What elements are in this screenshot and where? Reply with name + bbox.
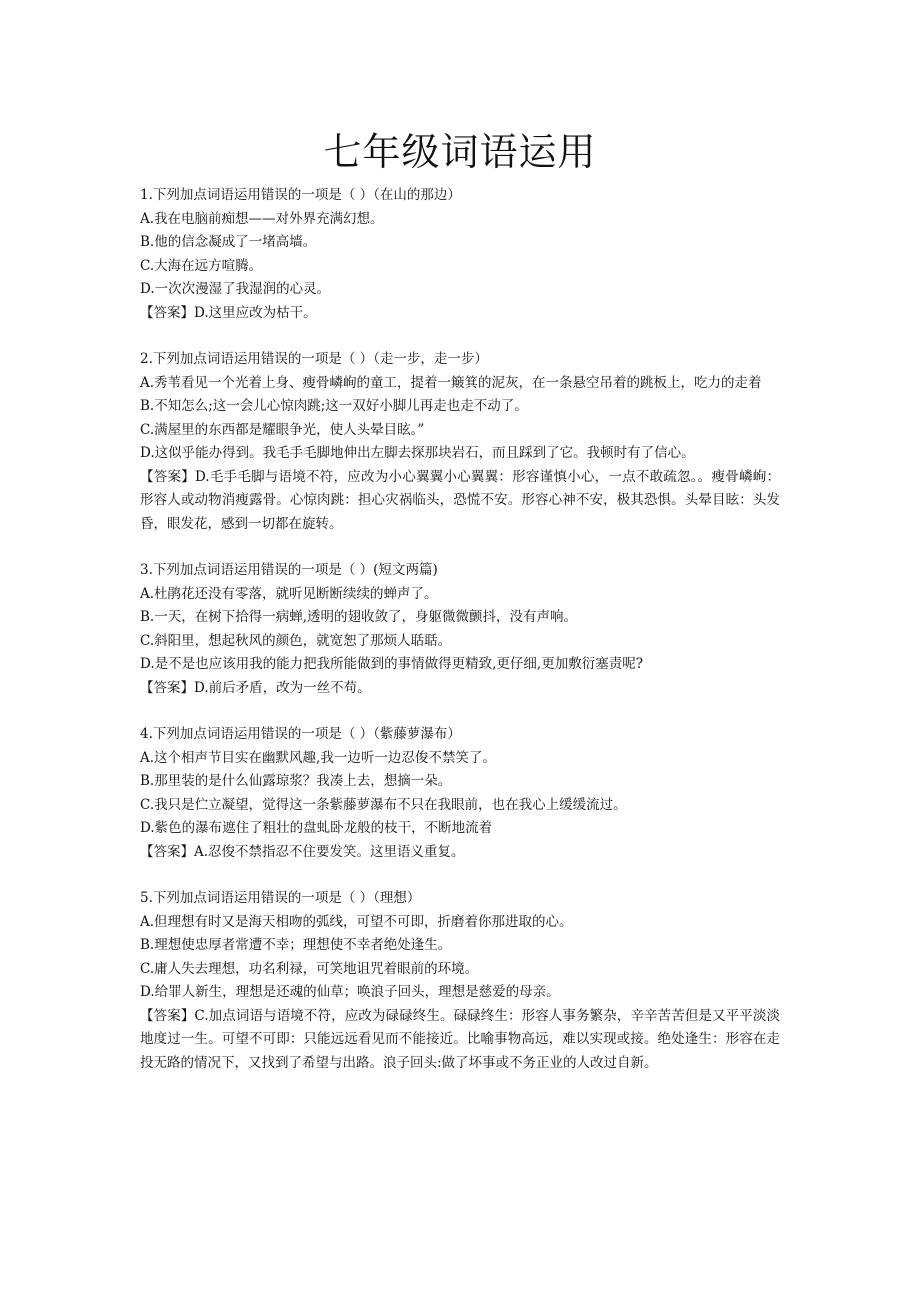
option-c: C.大海在远方喧腾。: [140, 257, 263, 274]
option-a: A.秀苇看见一个光着上身、瘦骨嶙峋的童工，提着一簸箕的泥灰，在一条悬空吊着的跳板上，吃力的走着: [140, 374, 762, 391]
option-a: A.这个相声节目实在幽默风趣,我一边听一边忍俊不禁笑了。: [140, 749, 496, 766]
option-b: B.那里装的是什么仙露琼浆？我凑上去，想摘一朵。: [140, 773, 452, 789]
question-block: [140, 348, 780, 536]
option-c: C.满屋里的东西都是耀眼争光，使人头晕目眩。”: [140, 421, 425, 438]
answer-text: 【答案】C.加点词语与语境不符，应改为碌碌终生。碌碌终生：形容人事务繁杂，辛辛苦苦但是又平平淡淡地度过一生。可望不可即：只能远远看见而不能接近。比喻事物高远，难以实现或接。绝处逢生：形容在走投无路的情况下，又找到了希望与出路。浪子回头:做了坏事或不务正业的人改过自新。: [140, 1007, 780, 1071]
option-a: A.我在电脑前痴想——对外界充满幻想。: [140, 210, 384, 227]
question-block: [140, 723, 780, 864]
question-block: [140, 887, 780, 1075]
page-title: 七年级词语运用: [323, 130, 597, 174]
option-d: D.这似乎能办得到。我毛手毛脚地伸出左脚去探那块岩石，而且踩到了它。我顿时有了信心。: [140, 445, 695, 461]
answer-text: 【答案】A.忍俊不禁指忍不住要发笑。这里语义重复。: [140, 843, 465, 860]
question-block: [140, 184, 780, 325]
option-b: B.不知怎么;这一会儿心惊肉跳;这一双好小脚儿再走也走不动了。: [140, 398, 528, 414]
option-b: B.他的信念凝成了一堵高墙。: [140, 234, 317, 250]
option-c: C.斜阳里，想起秋风的颜色，就宽恕了那烦人聒聒。: [140, 632, 452, 649]
question-stem: 5.下列加点词语运用错误的一项是（ ）（理想）: [140, 890, 421, 906]
answer-text: 【答案】D.毛手毛脚与语境不符，应改为小心翼翼小心翼翼：形容谨慎小心，一点不敢疏忽。。瘦骨嶙峋：形容人或动物消瘦露骨。心惊肉跳：担心灾祸临头，恐慌不安。形容心神不安，极其恐惧。头晕目眩：头发昏，眼发花，感到一切都在旋转。: [140, 468, 780, 532]
option-d: D.一次次漫湿了我湿润的心灵。: [140, 281, 331, 297]
option-d: D.紫色的瀑布遮住了粗壮的盘虬卧龙般的枝干，不断地流着: [140, 820, 493, 836]
answer-text: 【答案】D.这里应改为枯干。: [140, 304, 317, 321]
question-list: [140, 184, 780, 1075]
option-c: C.庸人失去理想，功名利禄，可笑地诅咒着眼前的环境。: [140, 960, 479, 977]
question-block: [140, 559, 780, 700]
option-d: D.给罪人新生，理想是还魂的仙草；唤浪子回头，理想是慈爱的母亲。: [140, 984, 560, 1000]
option-c: C.我只是伫立凝望，觉得这一条紫藤萝瀑布不只在我眼前，也在我心上缓缓流过。: [140, 796, 627, 813]
option-a: A.但理想有时又是海天相吻的弧线，可望不可即，折磨着你那进取的心。: [140, 913, 573, 930]
option-b: B.理想使忠厚者常遭不幸；理想使不幸者绝处逢生。: [140, 937, 452, 953]
option-b: B.一天，在树下拾得一病蝉,透明的翅收敛了，身躯微微颤抖，没有声响。: [140, 609, 578, 625]
question-stem: 3.下列加点词语运用错误的一项是（ ）(短文两篇): [140, 562, 438, 578]
option-d: D.是不是也应该用我的能力把我所能做到的事情做得更精致,更仔细,更加敷衍塞责呢?: [140, 656, 643, 672]
answer-text: 【答案】D.前后矛盾，改为一丝不苟。: [140, 679, 371, 696]
question-stem: 2.下列加点词语运用错误的一项是（ ）（走一步，走一步）: [140, 351, 488, 367]
option-a: A.杜鹃花还没有零落，就听见断断续续的蝉声了。: [140, 585, 438, 602]
question-stem: 1.下列加点词语运用错误的一项是（ ）（在山的那边）: [140, 187, 461, 203]
question-stem: 4.下列加点词语运用错误的一项是（ ）（紫藤萝瀑布）: [140, 726, 461, 742]
document-page: [140, 0, 780, 1098]
